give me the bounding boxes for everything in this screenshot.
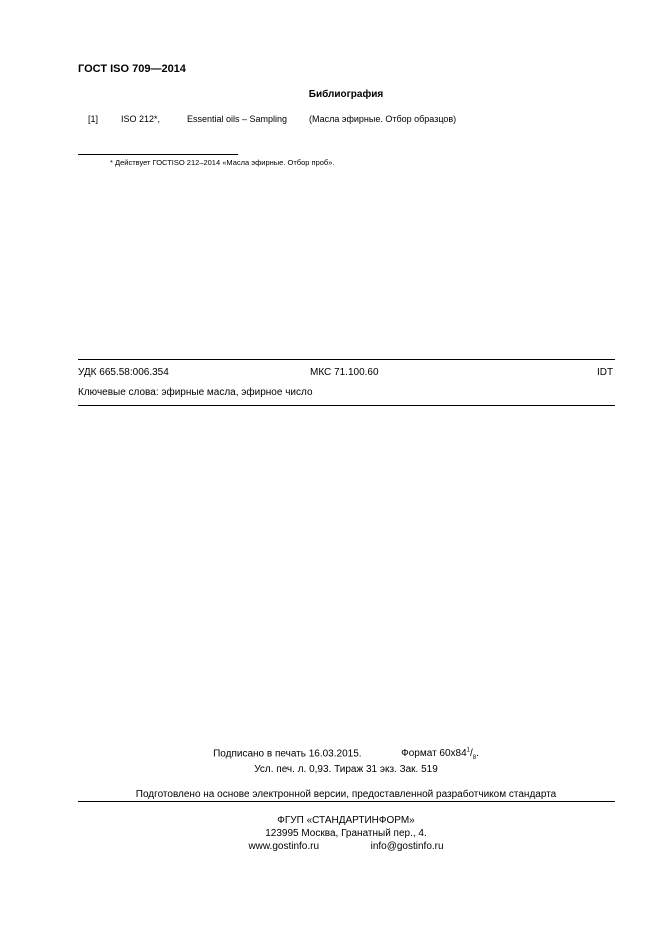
footnote-divider [78, 154, 238, 155]
print-info: Усл. печ. л. 0,93. Тираж 31 экз. Зак. 519 [254, 764, 438, 775]
bibliography-entry-title-en: Essential oils – Sampling [187, 114, 288, 124]
paper-format: Формат $60x84^1/_8$. [401, 748, 479, 762]
imprint-signed-line [0, 748, 661, 761]
mks-code: МКС 71.100.60 [310, 367, 379, 378]
bibliography-entry-title-ru: (Масла эфирные. Отбор образцов) [309, 114, 457, 124]
email-link[interactable]: info@gostinfo.ru [370, 841, 444, 852]
imprint-divider [78, 801, 615, 802]
prepared-note: Подготовлено на основе электронной версии, предоставленной разработчиком стандарта [135, 789, 557, 800]
classification-bottom-rule [78, 405, 615, 406]
publisher-address: 123995 Москва, Гранатный пер., 4. [265, 828, 427, 839]
signed-date: Подписано в печать 16.03.2015. [213, 748, 362, 760]
bibliography-title: Библиография [308, 89, 384, 100]
idt-label: IDT [597, 367, 614, 378]
publisher-name: ФГУП «СТАНДАРТИНФОРМ» [277, 815, 415, 826]
bibliography-entry-number: [1] [88, 114, 99, 124]
keywords: Ключевые слова: эфирные масла, эфирное число [78, 387, 313, 398]
classification-top-rule [78, 359, 615, 360]
website-link[interactable]: www.gostinfo.ru [248, 841, 320, 852]
udk-code: УДК 665.58:006.354 [78, 367, 169, 378]
publisher-contacts [0, 841, 661, 852]
bibliography-footnote: * Действует ГОСТISO 212–2014 «Масла эфирные. Отбор проб». [110, 158, 335, 167]
bibliography-entry-ref: ISO 212*, [121, 114, 161, 124]
document-code-header: ГОСТ ISO 709—2014 [78, 63, 186, 75]
